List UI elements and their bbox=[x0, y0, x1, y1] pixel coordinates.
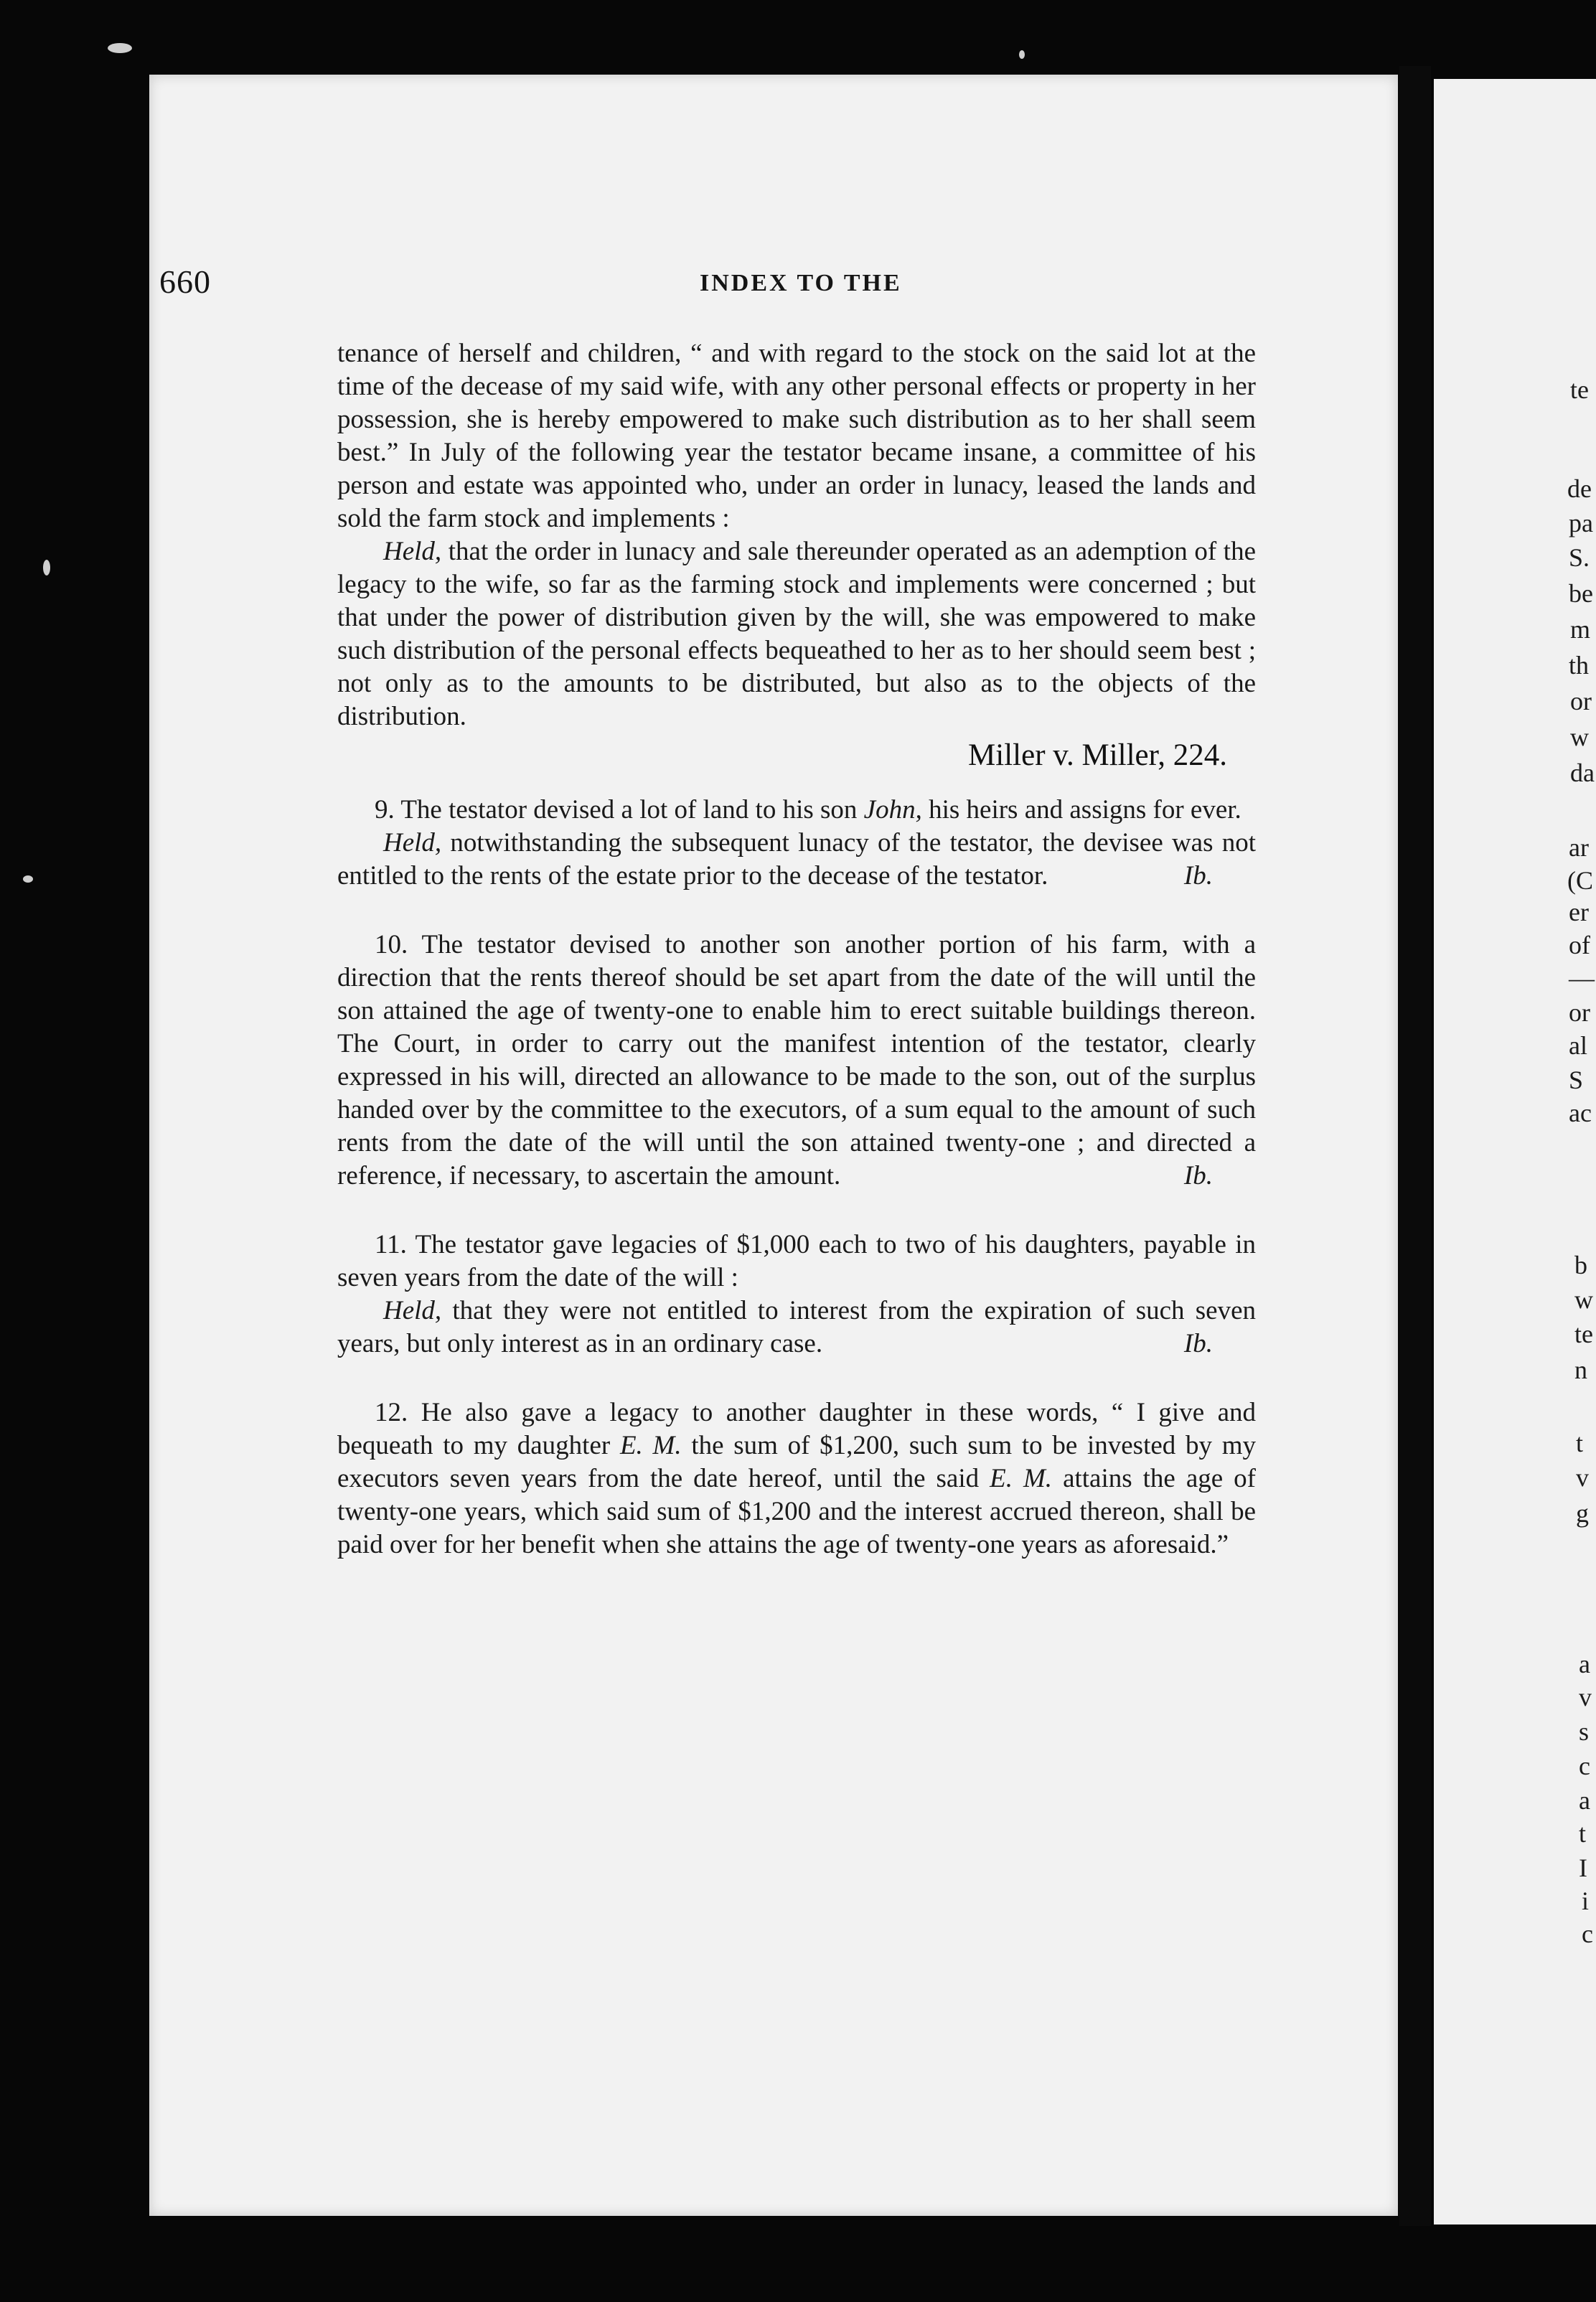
item-9-name: John, bbox=[863, 795, 922, 825]
held-text: that they were not entitled to interest from the expiration of such seven years, but only interest as in an ordinary case. bbox=[337, 1296, 1257, 1358]
held-paragraph-11 bbox=[337, 1295, 1256, 1361]
scan-speck bbox=[43, 560, 50, 576]
item-10 bbox=[337, 929, 1256, 1193]
spacer bbox=[337, 1193, 1256, 1228]
facing-page-fragment: g bbox=[1576, 1499, 1589, 1528]
scan-speck bbox=[108, 43, 132, 53]
item-12 bbox=[337, 1396, 1256, 1561]
facing-page-fragment: of bbox=[1569, 931, 1590, 959]
held-label: Held, bbox=[383, 1296, 442, 1325]
item-9-rest: his heirs and assigns for ever. bbox=[929, 795, 1241, 825]
facing-page-fragment: a bbox=[1579, 1650, 1590, 1678]
spacer bbox=[337, 1361, 1256, 1396]
facing-page-fragment: w bbox=[1570, 723, 1589, 751]
facing-page-fragment: t bbox=[1576, 1429, 1584, 1457]
spacer bbox=[337, 893, 1256, 929]
running-head: INDEX TO THE bbox=[700, 270, 902, 296]
facing-page-fragment: v bbox=[1576, 1463, 1589, 1492]
facing-page-fragment: da bbox=[1570, 758, 1595, 787]
facing-page-fragment: (C bbox=[1567, 866, 1593, 895]
facing-page-fragment: a bbox=[1579, 1786, 1590, 1815]
held-paragraph-1 bbox=[337, 535, 1256, 733]
facing-page-fragment: te bbox=[1570, 375, 1589, 404]
facing-page-fragment: ac bbox=[1569, 1099, 1592, 1127]
ibid-reference: Ib. bbox=[1183, 1161, 1213, 1190]
index-text bbox=[337, 337, 1256, 1561]
facing-page-fragment: S. bbox=[1569, 543, 1590, 572]
facing-page-fragment: pa bbox=[1569, 509, 1593, 537]
facing-page-fragment: be bbox=[1569, 579, 1593, 608]
item-9-text: 9. The testator devised a lot of land to his son bbox=[375, 795, 858, 825]
facing-page-fragment: de bbox=[1567, 474, 1592, 503]
facing-page-fragment: or bbox=[1569, 998, 1590, 1027]
item-12-part2: the sum of $1,200, such sum to be invested by my executors seven years from the date hereof, until the said bbox=[337, 1431, 1256, 1493]
held-label: Held, bbox=[383, 537, 442, 566]
item-12-initials: E. M. bbox=[619, 1431, 682, 1460]
facing-page-fragment: — bbox=[1569, 964, 1595, 992]
ibid-reference: Ib. bbox=[1183, 861, 1213, 891]
case-citation: Miller v. Miller, 224. bbox=[968, 738, 1227, 772]
facing-page-fragment: th bbox=[1569, 651, 1590, 680]
facing-page-fragment: er bbox=[1569, 898, 1589, 926]
facing-page-fragment: te bbox=[1574, 1320, 1593, 1348]
item-11: 11. The testator gave legacies of $1,000 each to two of his daughters, payable in seven years from the date of the will : bbox=[337, 1230, 1256, 1292]
facing-page-fragment: n bbox=[1574, 1356, 1587, 1384]
item-12-part3: attains the age of twenty-one years, which said sum of $1,200 and the interest accrued thereon, shall be paid over for her benefit when she attains the age of twenty-one years as aforesaid.” bbox=[337, 1464, 1256, 1559]
facing-page-fragment: c bbox=[1579, 1752, 1590, 1780]
facing-page-fragment: s bbox=[1579, 1717, 1590, 1746]
facing-page-fragment: al bbox=[1569, 1031, 1587, 1060]
scan-speck bbox=[1019, 50, 1025, 59]
item-9 bbox=[337, 794, 1256, 827]
facing-page-fragment: c bbox=[1582, 1920, 1593, 1948]
scan-speck bbox=[23, 875, 33, 883]
held-paragraph-9 bbox=[337, 827, 1256, 893]
held-text: that the order in lunacy and sale thereunder operated as an ademption of the legacy to the wife, so far as the farming stock and implements were concerned ; but that under the power of distribution given by the will, she was empowered to make such distribution of the personal effects bequeathed to her as to her should seem best ; not only as to the amounts to be distributed, but also as to the objects of the distribution. bbox=[337, 537, 1257, 731]
continuation-paragraph: tenance of herself and children, “ and with regard to the stock on the said lot at the time of the decease of my said wife, with any other personal effects or property in her possession, she is hereby empowered to make such distribution as to her shall seem best.” In July of the following year the testator became insane, a committee of his person and estate was appointed who, under an order in lunacy, leased the lands and sold the farm stock and implements : bbox=[337, 339, 1256, 533]
held-text: notwithstanding the subsequent lunacy of the testator, the devisee was not entitled to the rents of the estate prior to the decease of the testator. bbox=[337, 828, 1257, 891]
facing-page-fragment: m bbox=[1570, 615, 1591, 644]
facing-page-fragment: S bbox=[1569, 1066, 1584, 1094]
facing-page-fragment: w bbox=[1574, 1285, 1593, 1314]
ibid-reference: Ib. bbox=[1183, 1329, 1213, 1358]
facing-page-fragment: v bbox=[1579, 1683, 1592, 1711]
page-gutter bbox=[1399, 66, 1431, 2226]
facing-page-fragment: t bbox=[1579, 1819, 1587, 1848]
facing-page-fragment: i bbox=[1582, 1887, 1590, 1915]
facing-page-fragment: or bbox=[1570, 687, 1592, 715]
facing-page-fragment: ar bbox=[1569, 833, 1589, 862]
page-number: 660 bbox=[159, 263, 211, 300]
facing-page-fragment: b bbox=[1574, 1251, 1587, 1279]
item-12-part1: 12. He also gave a legacy to another daughter in these words, “ I give and bequeath to my daughter bbox=[337, 1398, 1256, 1460]
item-10-text: 10. The testator devised to another son another portion of his farm, with a direction that the rents thereof should be set apart from the date of the will until the son attained the age of twenty-one to enable him to erect suitable buildings thereon. The Court, in order to carry out the manifest intention of the testator, clearly expressed in his will, directed an allowance to be made to the son, out of the surplus handed over by the committee to the executors, of a sum equal to the amount of such rents from the date of the will until the son attained twenty-one ; and directed a reference, if necessary, to ascertain the amount. bbox=[337, 930, 1256, 1190]
facing-page-fragment: I bbox=[1579, 1854, 1587, 1882]
held-label: Held, bbox=[383, 828, 442, 858]
item-12-initials: E. M. bbox=[990, 1464, 1053, 1493]
